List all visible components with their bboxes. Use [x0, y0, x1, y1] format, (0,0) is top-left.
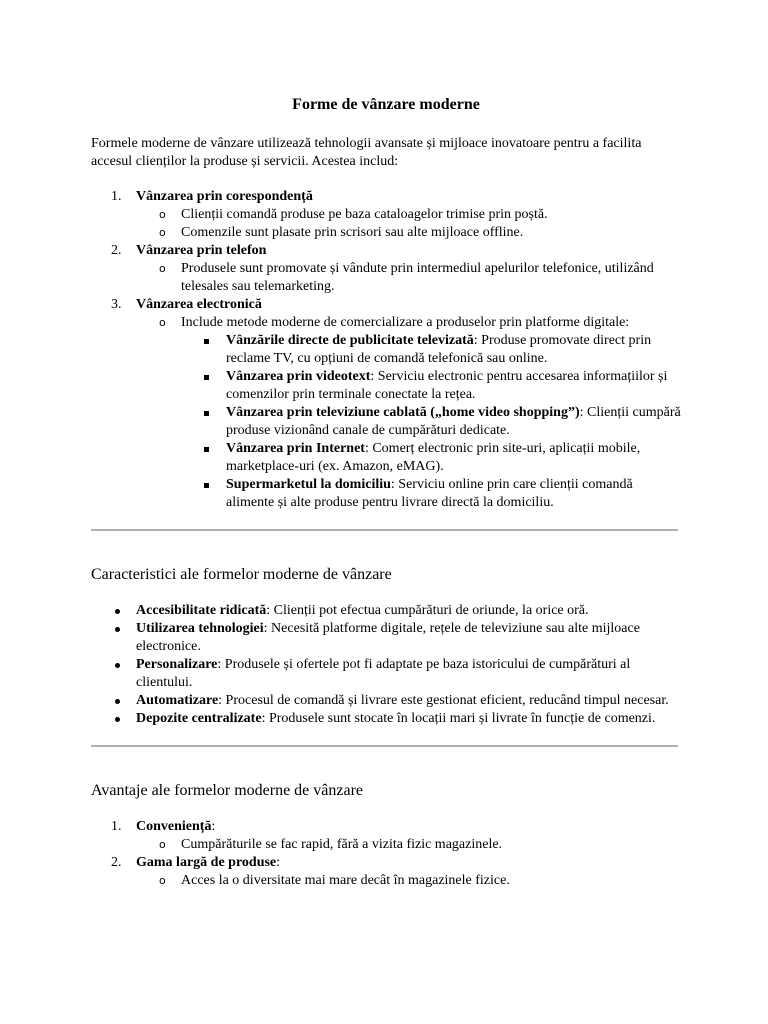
characteristics-list [91, 602, 681, 728]
item-text: : Procesul de comandă și livrare este gestionat eficient, reducând timpul necesar. [218, 693, 669, 708]
bullet-icon [115, 699, 120, 704]
list-text: Comenzile sunt plasate prin scrisori sau alte mijloace offline. [181, 225, 524, 240]
list-item [181, 368, 681, 404]
bullet-icon [115, 663, 120, 668]
item-label: Utilizarea tehnologiei [136, 621, 264, 636]
square-bullet-icon [204, 339, 209, 344]
section-divider [91, 529, 678, 531]
bullet-icon [115, 627, 120, 632]
hollow-bullet-icon: o [159, 874, 166, 887]
item-text: : Clienții pot efectua cumpărături de oriunde, la orice oră. [266, 603, 589, 618]
list-item [181, 332, 681, 368]
sub-list [136, 206, 681, 242]
item-label: Gama largă de produse [136, 855, 277, 870]
advantages-heading: Avantaje ale formelor moderne de vânzare [91, 782, 363, 799]
hollow-bullet-icon: o [159, 208, 166, 221]
square-bullet-icon [204, 483, 209, 488]
square-bullet-icon [204, 411, 209, 416]
item-text: : Comerț electronic prin site-uri, aplicații mobile, marketplace-uri (ex. Amazon, eMAG). [226, 441, 641, 474]
hollow-bullet-icon: o [159, 226, 166, 239]
list-item [136, 872, 681, 890]
list-number: 1. [111, 189, 122, 204]
hollow-bullet-icon: o [159, 838, 166, 851]
list-item [91, 692, 681, 710]
item-text: : Serviciu online prin care clienții comandă alimente și alte produse pentru livrare directă la domiciliu. [226, 477, 633, 510]
item-label: Vânzarea prin televiziune cablată („home video shopping”) [226, 405, 580, 420]
list-item [91, 188, 681, 242]
bullet-icon [115, 717, 120, 722]
sub-list [136, 314, 681, 512]
list-item [136, 260, 681, 296]
item-label: Supermarketul la domiciliu [226, 477, 391, 492]
item-text: : Clienții cumpără produse vizionând canale de cumpărături dedicate. [226, 405, 681, 438]
list-text: Acces la o diversitate mai mare decât în magazinele fizice. [181, 873, 510, 888]
list-item [136, 314, 681, 512]
item-label: Automatizare [136, 693, 219, 708]
form-label: Vânzarea prin corespondență [136, 189, 313, 204]
item-suffix: : [211, 819, 216, 834]
list-item [181, 404, 681, 440]
item-text: : Necesită platforme digitale, rețele de televiziune sau alte mijloace electronice. [136, 621, 640, 654]
list-item [136, 206, 681, 224]
sub-list [136, 836, 681, 854]
list-number: 2. [111, 855, 122, 870]
list-item [91, 602, 681, 620]
list-item [136, 836, 681, 854]
characteristics-heading: Caracteristici ale formelor moderne de vânzare [91, 566, 392, 583]
list-item [91, 296, 681, 512]
hollow-bullet-icon: o [159, 316, 166, 329]
forms-list [91, 188, 681, 512]
section-divider [91, 745, 678, 747]
item-label: Vânzarea prin videotext [226, 369, 371, 384]
list-number: 2. [111, 243, 122, 258]
sub-sub-list [181, 332, 681, 512]
item-label: Accesibilitate ridicată [136, 603, 267, 618]
document-content [91, 95, 681, 890]
hollow-bullet-icon: o [159, 262, 166, 275]
item-label: Vânzările directe de publicitate televizată [226, 333, 474, 348]
list-text: Include metode moderne de comercializare a produselor prin platforme digitale: [181, 315, 630, 330]
list-text: Produsele sunt promovate și vândute prin intermediul apelurilor telefonice, utilizând telesales sau telemarketing. [181, 261, 654, 294]
list-item [91, 242, 681, 296]
intro-paragraph: Formele moderne de vânzare utilizează tehnologii avansate și mijloace inovatoare pentru a facilita accesul clienților la produse și servicii. Acestea includ: [91, 136, 642, 169]
list-item [91, 854, 681, 890]
item-text: : Produsele sunt stocate în locații mari și livrate în funcție de comenzi. [261, 711, 656, 726]
form-label: Vânzarea prin telefon [136, 243, 267, 258]
item-suffix: : [276, 855, 281, 870]
square-bullet-icon [204, 447, 209, 452]
item-label: Depozite centralizate [136, 711, 262, 726]
sub-list [136, 260, 681, 296]
bullet-icon [115, 609, 120, 614]
list-item [181, 476, 681, 512]
list-number: 1. [111, 819, 122, 834]
list-item [91, 818, 681, 854]
list-item [91, 656, 681, 692]
list-text: Cumpărăturile se fac rapid, fără a vizita fizic magazinele. [181, 837, 503, 852]
form-label: Vânzarea electronică [136, 297, 262, 312]
page-title: Forme de vânzare moderne [292, 96, 480, 113]
list-text: Clienții comandă produse pe baza cataloagelor trimise prin poștă. [181, 207, 548, 222]
item-text: : Produsele și ofertele pot fi adaptate pe baza istoricului de cumpărături al clientului. [136, 657, 631, 690]
list-item [181, 440, 681, 476]
item-label: Vânzarea prin Internet [226, 441, 365, 456]
item-text: : Produse promovate direct prin reclame TV, cu opțiuni de comandă telefonică sau online. [226, 333, 652, 366]
list-number: 3. [111, 297, 122, 312]
list-item [136, 224, 681, 242]
list-item [91, 710, 681, 728]
list-item [91, 620, 681, 656]
item-label: Personalizare [136, 657, 218, 672]
item-text: : Serviciu electronic pentru accesarea informațiilor și comenzilor prin terminale conectate la rețea. [226, 369, 668, 402]
advantages-list [91, 818, 681, 890]
sub-list [136, 872, 681, 890]
item-label: Conveniență [136, 819, 212, 834]
square-bullet-icon [204, 375, 209, 380]
